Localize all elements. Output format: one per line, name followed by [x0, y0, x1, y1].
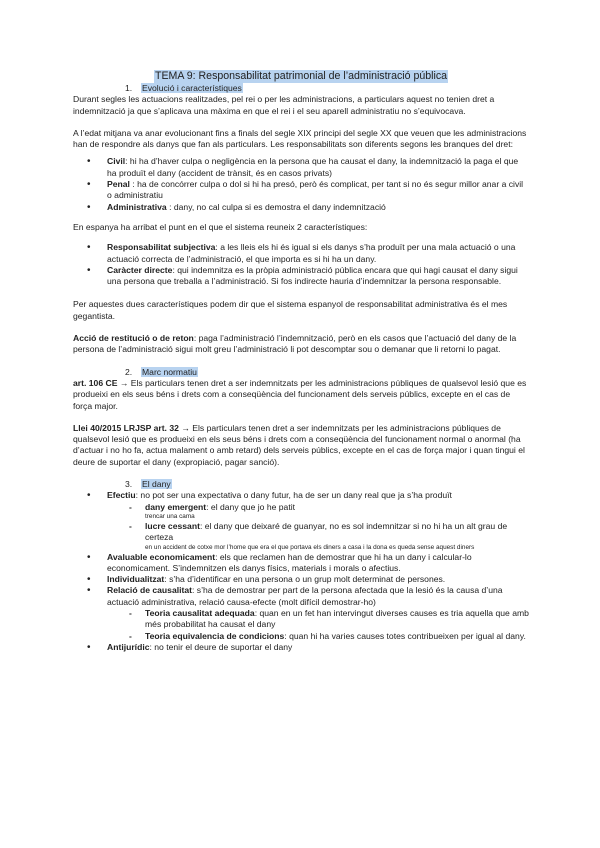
- note: en un accident de cotxe mor l’home que era el que portava els diners a casa i la dona es queda sense aquest diners: [145, 543, 475, 551]
- term: Avaluable economicament: [107, 551, 216, 562]
- term: art. 106 CE →: [73, 377, 129, 388]
- term: lucre cessant: [145, 520, 200, 531]
- list-item: [73, 156, 529, 179]
- list-item-text: : no tenir el deure de suportar el dany: [149, 641, 293, 652]
- list-item: [73, 552, 529, 575]
- list-item: [73, 490, 529, 551]
- term: Civil: [107, 156, 126, 167]
- term: dany emergent: [145, 501, 207, 512]
- section-2-heading: [73, 367, 529, 378]
- list-item: [73, 202, 529, 213]
- sub-list-item: [107, 608, 529, 631]
- term: Acció de restitució o de reton: [73, 333, 194, 344]
- branches-list: [73, 156, 529, 212]
- list-item-text: : no pot ser una expectativa o dany futur, ha de ser un dany real que ja s’ha produït: [135, 490, 452, 501]
- section-title: Evolució i característiques: [142, 83, 242, 93]
- section-title: El dany: [142, 479, 171, 490]
- list-item-text: : hi ha d’haver culpa o negligència en la persona que ha causat el dany, la indemnització la paga el que ha produït el dany (accident de trànsit, és en casos privats): [107, 156, 519, 178]
- list-item-text: : dany, no cal culpa si es demostra el dany indemnització: [166, 201, 386, 212]
- list-item: [73, 585, 529, 641]
- paragraph: Durant segles les actuacions realitzades, pel rei o per les administracions, a particulars aquest no tenien dret a indemnització ja que s’aplicava una màxima en que el rei i el seu aparell administratiu no s’equivocava.: [73, 94, 495, 116]
- term: Responsabilitat subjectiva: [107, 242, 216, 253]
- section-3-heading: [73, 479, 529, 490]
- paragraph: Per aquestes dues característiques podem dir que el sistema espanyol de responsabilitat administrativa és el mes gegantista.: [73, 299, 508, 321]
- sub-list: [73, 608, 529, 642]
- sub-list-item: [107, 521, 529, 552]
- section-1-heading: [73, 83, 529, 94]
- list-item: [73, 179, 529, 202]
- term: Efectiu: [107, 490, 136, 501]
- document-content: [73, 70, 529, 653]
- list-item: [73, 642, 529, 653]
- term: Administrativa: [107, 201, 167, 212]
- term: Teoria equivalencia de condicions: [145, 630, 285, 641]
- page-title: TEMA 9: Responsabilitat patrimonial de l’administració pública: [154, 70, 448, 82]
- paragraph-text: Els particulars tenen dret a ser indemnitzats per les administracions públiques de qualsevol lesió que es produeixi en els seus béns i drets com a conseqüència del funcionament normal o anormal (ha d’actuar i no ho fa, actua malament o amb retard) dels serveis públics, excepte en el cas de força major i quan tingui el deure de suportar el dany (expropiació, pagar sanció).: [73, 422, 525, 467]
- section-number: 3.: [125, 479, 133, 490]
- section-title: Marc normatiu: [142, 366, 197, 377]
- damage-list: [73, 490, 529, 653]
- term: Penal: [107, 179, 130, 190]
- list-item-text: : s’ha d’identificar en una persona o un grup molt determinat de persones.: [164, 574, 446, 585]
- list-item: [73, 574, 529, 585]
- sub-list-item-text: : el dany que deixaré de guanyar, no es sol indemnitzar si no hi ha un alt grau de certeza: [145, 520, 508, 543]
- term: Llei 40/2015 LRJSP art. 32 →: [73, 422, 190, 433]
- sub-list: [73, 502, 529, 552]
- sub-list-item-text: : quan hi ha varies causes totes contribueixen per igual al dany.: [284, 630, 526, 641]
- list-item: [73, 265, 529, 288]
- sub-list-item-text: : quan en un fet han intervingut diverses causes es tria aquella que amb més probabilitat ha causat el dany: [145, 607, 529, 630]
- paragraph: En espanya ha arribat el punt en el que el sistema reuneix 2 característiques:: [73, 221, 368, 232]
- list-item: [73, 242, 529, 265]
- paragraph: A l’edat mitjana va anar evolucionant fins a finals del segle XIX principi del segle XX que veuen que les administracions han de respondre als danys que fan als particulars. Les responsabilitats son diferents segons les branques del dret:: [73, 127, 527, 150]
- term: Teoria causalitat adequada: [145, 607, 255, 618]
- section-number: 1.: [125, 83, 133, 93]
- paragraph-text: : paga l’administració l’indemnització, però en els casos que l’actuació del dany de la persona de l’administració sigui molt greu l’administració li pot descomptar sou o demanar que li retorni lo pagat.: [73, 333, 517, 355]
- list-item-text: : a les lleis els hi és igual si els danys s’ha produït per una mala actuació o una actuació correcta de l’administració, el que importa es si hi ha un dany.: [107, 242, 516, 264]
- features-list: [73, 242, 529, 287]
- list-item-text: : qui indemnitza es la pròpia administració pública encara que qui hagi causat el dany sigui una persona que treballa a l’administració. Si fos indirecte hauria d’indemnitzar la persona responsable.: [107, 264, 518, 287]
- section-number: 2.: [125, 366, 133, 377]
- term: Antijurídic: [107, 641, 150, 652]
- sub-list-item: [107, 631, 529, 642]
- sub-list-item-text: : el dany que jo he patit: [206, 501, 296, 512]
- paragraph: [73, 423, 529, 468]
- paragraph-text: Els particulars tenen dret a ser indemnitzats per les administracions públiques de qualsevol lesió que es produeixi en els seus béns i drets com a conseqüència del funcionament dels serveis públics, excepte en el cas de força major.: [73, 377, 527, 411]
- paragraph: [73, 378, 529, 412]
- term: Individualitzat: [107, 574, 165, 585]
- term: Caràcter directe: [107, 264, 173, 275]
- list-item-text: : s’ha de demostrar per part de la persona afectada que la lesió és la causa d’una actuació administrativa, relació causa-efecte (molt difícil demostrar-ho): [107, 585, 503, 607]
- paragraph: [73, 333, 529, 356]
- title-wrap: [73, 70, 529, 83]
- note: trencar una cama: [145, 512, 195, 520]
- list-item-text: : els que reclamen han de demostrar que hi ha un dany i calcular-lo economicament. S’indemnitzen els danys físics, materials i morals o afectius.: [107, 551, 472, 573]
- list-item-text: : ha de concórrer culpa o dol si hi ha presó, però és complicat, per tant si no és segur millor anar a civil o administratiu: [107, 179, 524, 201]
- sub-list-item: [107, 502, 529, 521]
- term: Relació de causalitat: [107, 585, 193, 596]
